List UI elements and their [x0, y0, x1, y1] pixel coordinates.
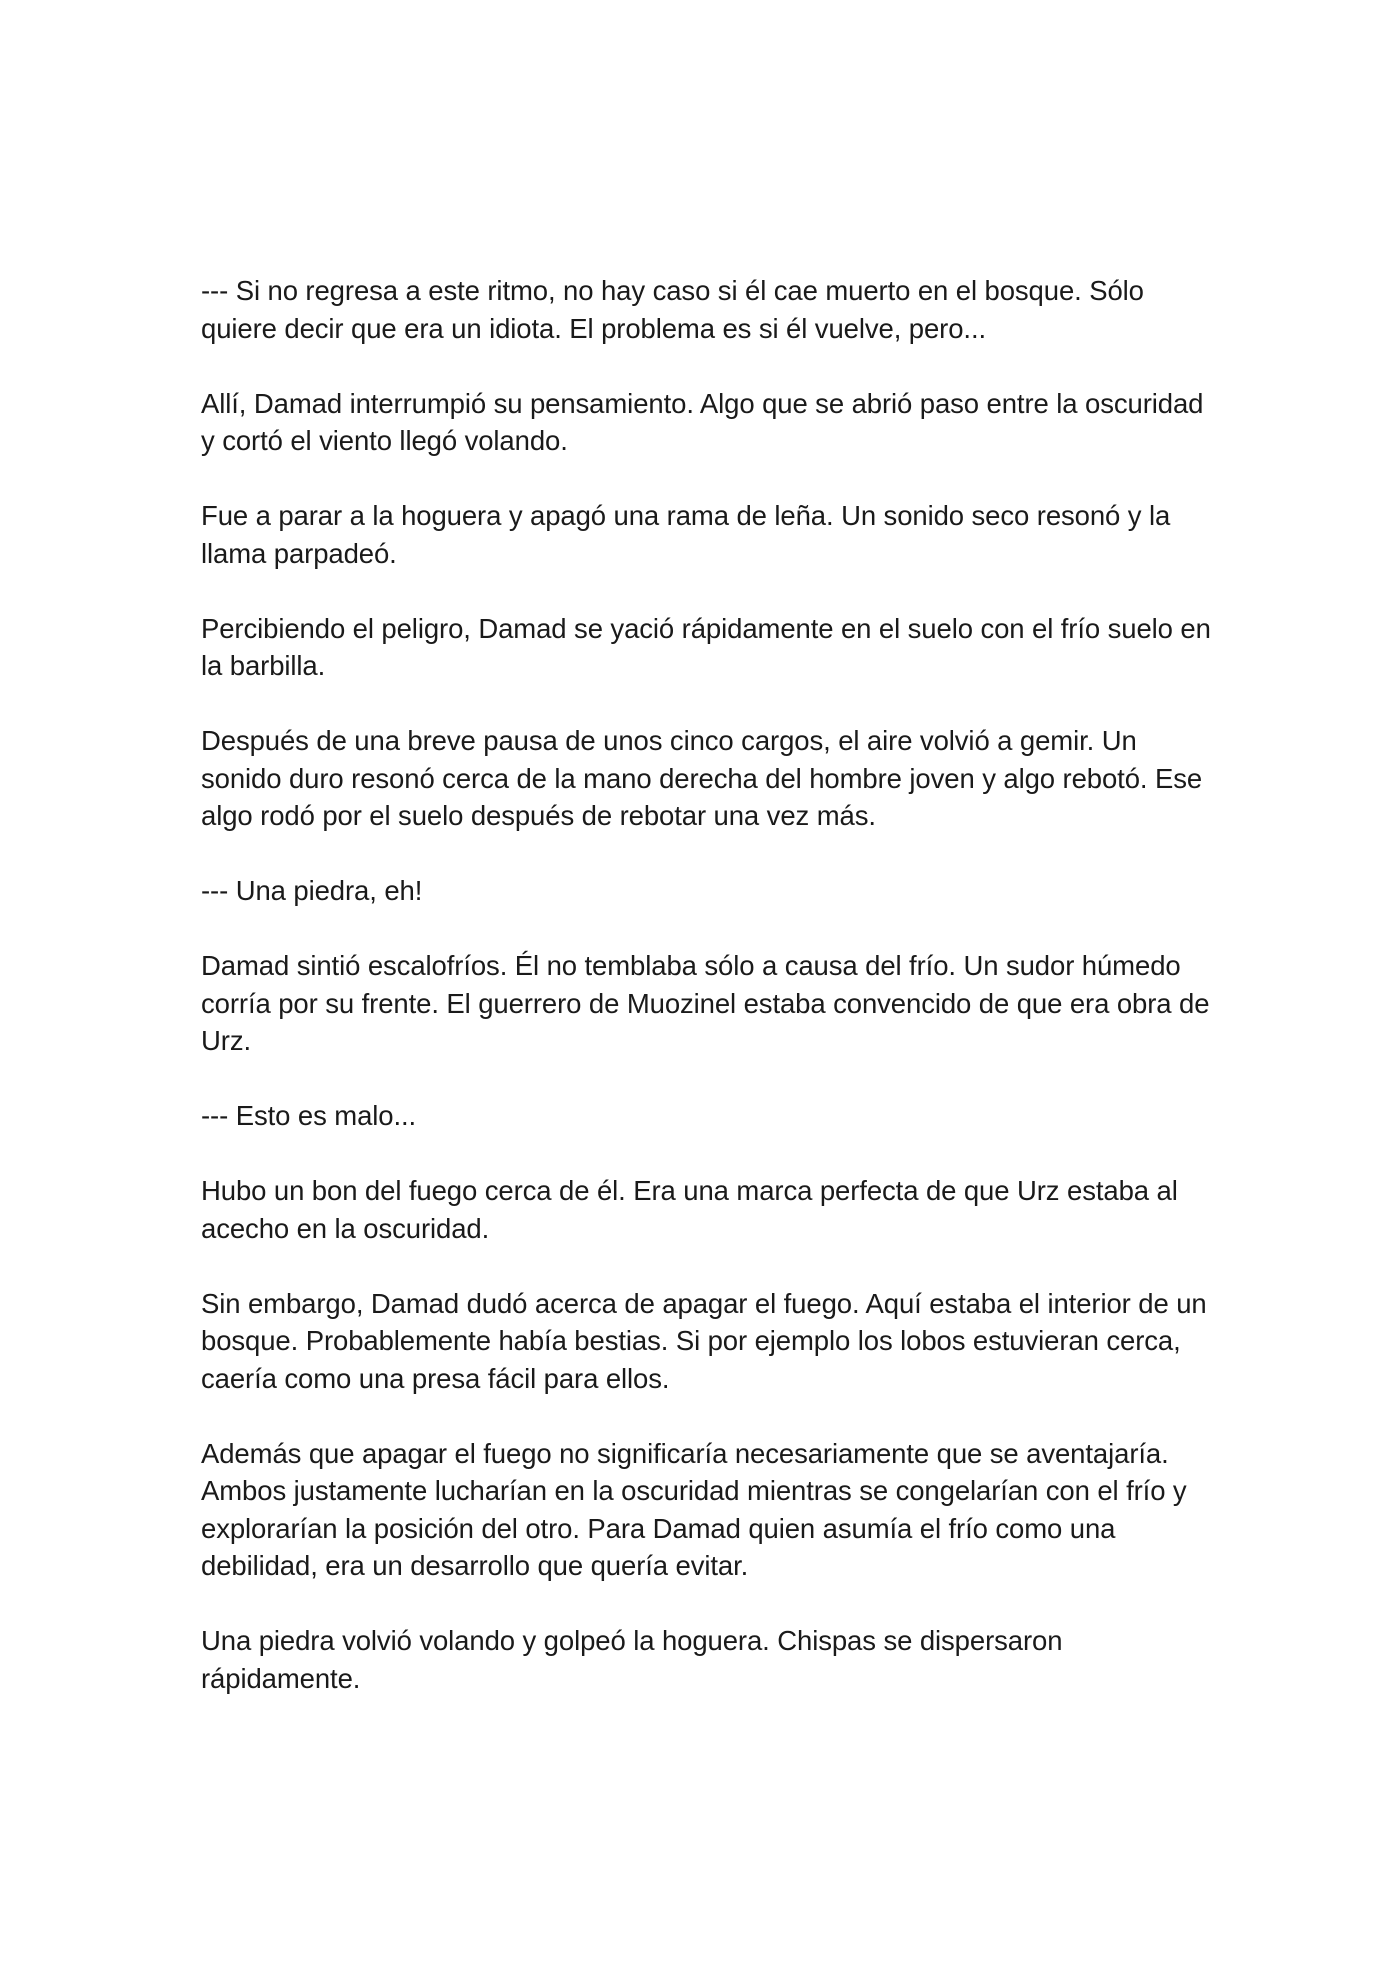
document-body — [201, 272, 1211, 1735]
paragraph-12: Una piedra volvió volando y golpeó la hoguera. Chispas se dispersaron rápidamente. — [201, 1625, 1063, 1694]
paragraph-8: --- Esto es malo... — [201, 1100, 417, 1131]
paragraph-1: --- Si no regresa a este ritmo, no hay caso si él cae muerto en el bosque. Sólo quiere decir que era un idiota. El problema es si él vuelve, pero... — [201, 275, 1144, 344]
paragraph-11: Además que apagar el fuego no significaría necesariamente que se aventajaría. Ambos justamente lucharían en la oscuridad mientras se congelarían con el frío y explorarían la posición del otro. Para Damad quien asumía el frío como una debilidad, era un desarrollo que quería evitar. — [201, 1437, 1187, 1581]
paragraph-7: Damad sintió escalofríos. Él no temblaba sólo a causa del frío. Un sudor húmedo corría por su frente. El guerrero de Muozinel estaba convencido de que era obra de Urz. — [201, 950, 1210, 1056]
paragraph-5: Después de una breve pausa de unos cinco cargos, el aire volvió a gemir. Un sonido duro resonó cerca de la mano derecha del hombre joven y algo rebotó. Ese algo rodó por el suelo después de rebotar una vez más. — [201, 725, 1203, 831]
paragraph-9: Hubo un bon del fuego cerca de él. Era una marca perfecta de que Urz estaba al acecho en la oscuridad. — [201, 1175, 1178, 1244]
paragraph-2: Allí, Damad interrumpió su pensamiento. Algo que se abrió paso entre la oscuridad y cortó el viento llegó volando. — [201, 387, 1204, 456]
paragraph-6: --- Una piedra, eh! — [201, 875, 423, 906]
paragraph-4: Percibiendo el peligro, Damad se yació rápidamente en el suelo con el frío suelo en la barbilla. — [201, 612, 1211, 681]
paragraph-10: Sin embargo, Damad dudó acerca de apagar el fuego. Aquí estaba el interior de un bosque. Probablemente había bestias. Si por ejemplo los lobos estuvieran cerca, caería como una presa fácil para ellos. — [201, 1287, 1207, 1394]
paragraph-3: Fue a parar a la hoguera y apagó una rama de leña. Un sonido seco resonó y la llama parpadeó. — [201, 500, 1171, 569]
